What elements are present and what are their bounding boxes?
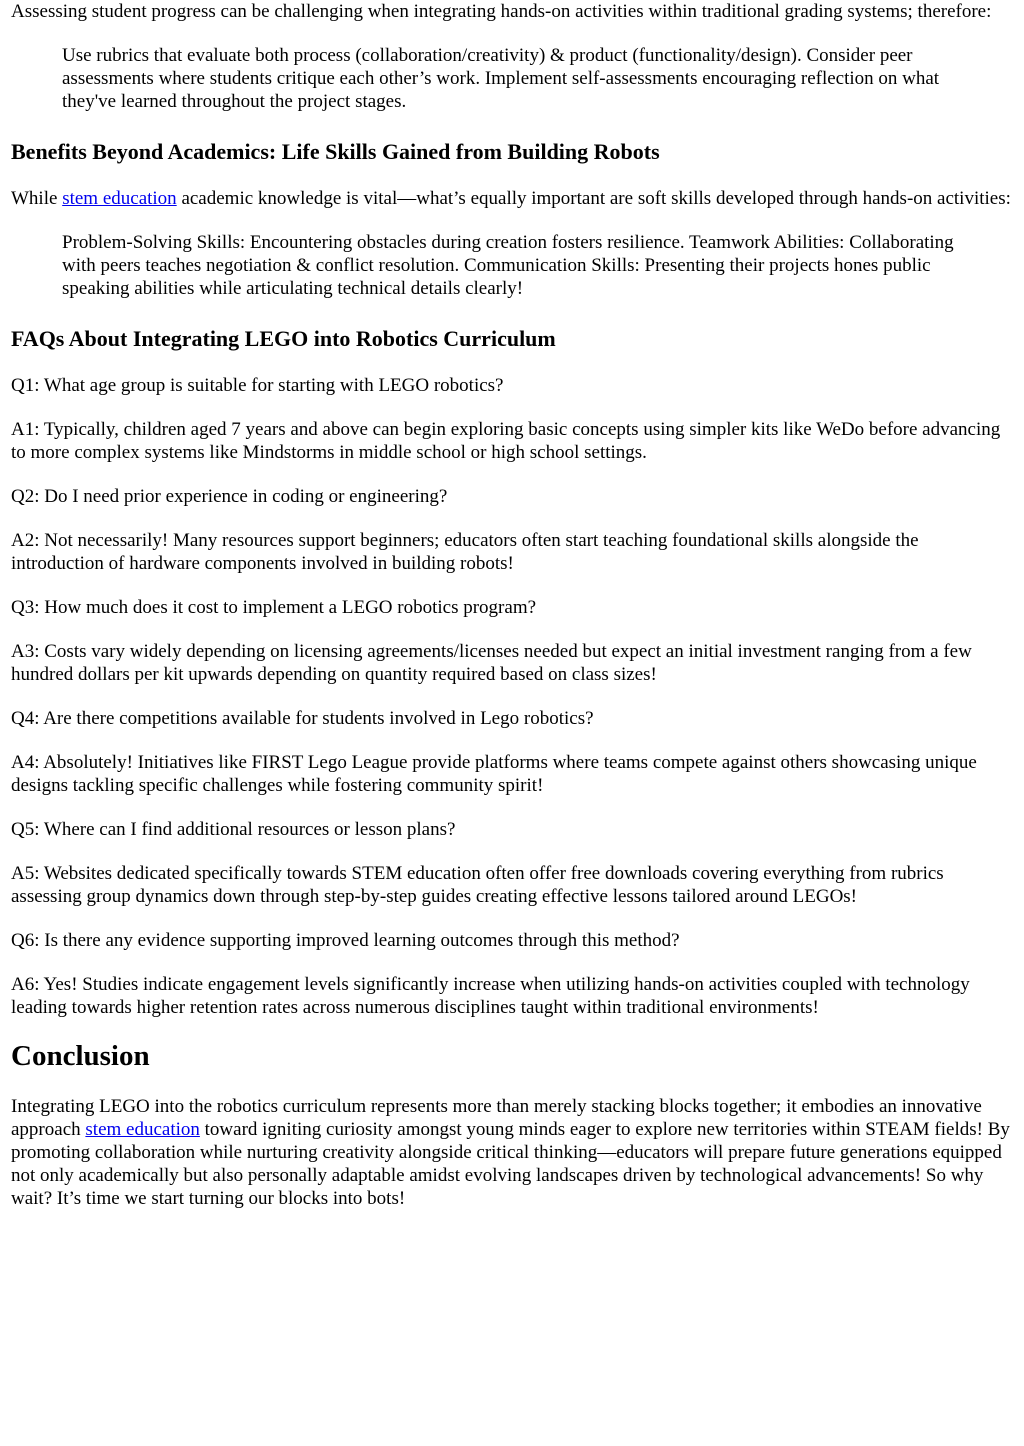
faq-question-6: Q6: Is there any evidence supporting improved learning outcomes through this method? xyxy=(11,930,680,951)
benefits-text-before: While xyxy=(11,188,63,209)
faq-answer-3: A3: Costs vary widely depending on licensing agreements/licenses needed but expect an initial investment ranging from a few hundred dollars per kit upwards depending on quantity required based on class sizes! xyxy=(11,641,972,685)
faq-answer-6: A6: Yes! Studies indicate engagement levels significantly increase when utilizing hands-on activities coupled with technology leading towards higher retention rates across numerous disciplines taught within traditional environments! xyxy=(11,974,970,1018)
faq-question-5: Q5: Where can I find additional resources or lesson plans? xyxy=(11,819,456,840)
benefits-heading: Benefits Beyond Academics: Life Skills Gained from Building Robots xyxy=(11,139,660,164)
faq-question-2: Q2: Do I need prior experience in coding or engineering? xyxy=(11,486,448,507)
faq-answer-4: A4: Absolutely! Initiatives like FIRST Lego League provide platforms where teams compete against others showcasing unique designs tackling specific challenges while fostering community spirit! xyxy=(11,752,977,796)
conclusion-text-before: Integrating LEGO into the robotics curriculum represents more than merely stacking blocks together; it embodies an innovative approach xyxy=(11,1096,982,1140)
faq-question-3: Q3: How much does it cost to implement a LEGO robotics program? xyxy=(11,597,537,618)
benefits-paragraph xyxy=(11,187,1013,210)
faq-answer-1: A1: Typically, children aged 7 years and above can begin exploring basic concepts using simpler kits like WeDo before advancing to more complex systems like Mindstorms in middle school or high school settings. xyxy=(11,419,1001,463)
benefits-text-after: academic knowledge is vital—what’s equally important are soft skills developed through hands-on activities: xyxy=(176,188,1011,209)
stem-education-link[interactable]: stem education xyxy=(62,188,177,209)
faqs-heading: FAQs About Integrating LEGO into Robotics Curriculum xyxy=(11,326,556,351)
assessment-quote-text: Use rubrics that evaluate both process (collaboration/creativity) & product (functionality/design). Consider peer assessments where students critique each other’s work. Implement self-assessments encouraging reflection on what they've learned throughout the project stages. xyxy=(62,45,940,112)
faq-list xyxy=(11,374,1013,1019)
faq-answer-2: A2: Not necessarily! Many resources support beginners; educators often start teaching foundational skills alongside the introduction of hardware components involved in building robots! xyxy=(11,530,919,574)
intro-paragraph: Assessing student progress can be challenging when integrating hands-on activities within traditional grading systems; therefore: xyxy=(11,1,992,22)
assessment-blockquote xyxy=(11,44,1013,113)
stem-education-link-conclusion[interactable]: stem education xyxy=(85,1119,200,1140)
faq-question-4: Q4: Are there competitions available for students involved in Lego robotics? xyxy=(11,708,594,729)
benefits-quote-text: Problem-Solving Skills: Encountering obstacles during creation fosters resilience. Teamwork Abilities: Collaborating with peers teaches negotiation & conflict resolution. Communication Skills: Presenting their projects hones public speaking abilities while articulating technical details clearly! xyxy=(62,232,954,299)
faq-question-1: Q1: What age group is suitable for starting with LEGO robotics? xyxy=(11,375,504,396)
conclusion-heading: Conclusion xyxy=(11,1040,150,1072)
conclusion-text-after: toward igniting curiosity amongst young minds eager to explore new territories within STEAM fields! By promoting collaboration while nurturing creativity alongside critical thinking—educators will prepare future generations equipped not only academically but also personally adaptable amidst evolving landscapes driven by technological advancements! So why wait? It’s time we start turning our blocks into bots! xyxy=(11,1119,1010,1209)
faq-answer-5: A5: Websites dedicated specifically towards STEM education often offer free downloads covering everything from rubrics assessing group dynamics down through step-by-step guides creating effective lessons tailored around LEGOs! xyxy=(11,863,944,907)
conclusion-paragraph xyxy=(11,1095,1013,1210)
benefits-blockquote xyxy=(11,231,1013,300)
